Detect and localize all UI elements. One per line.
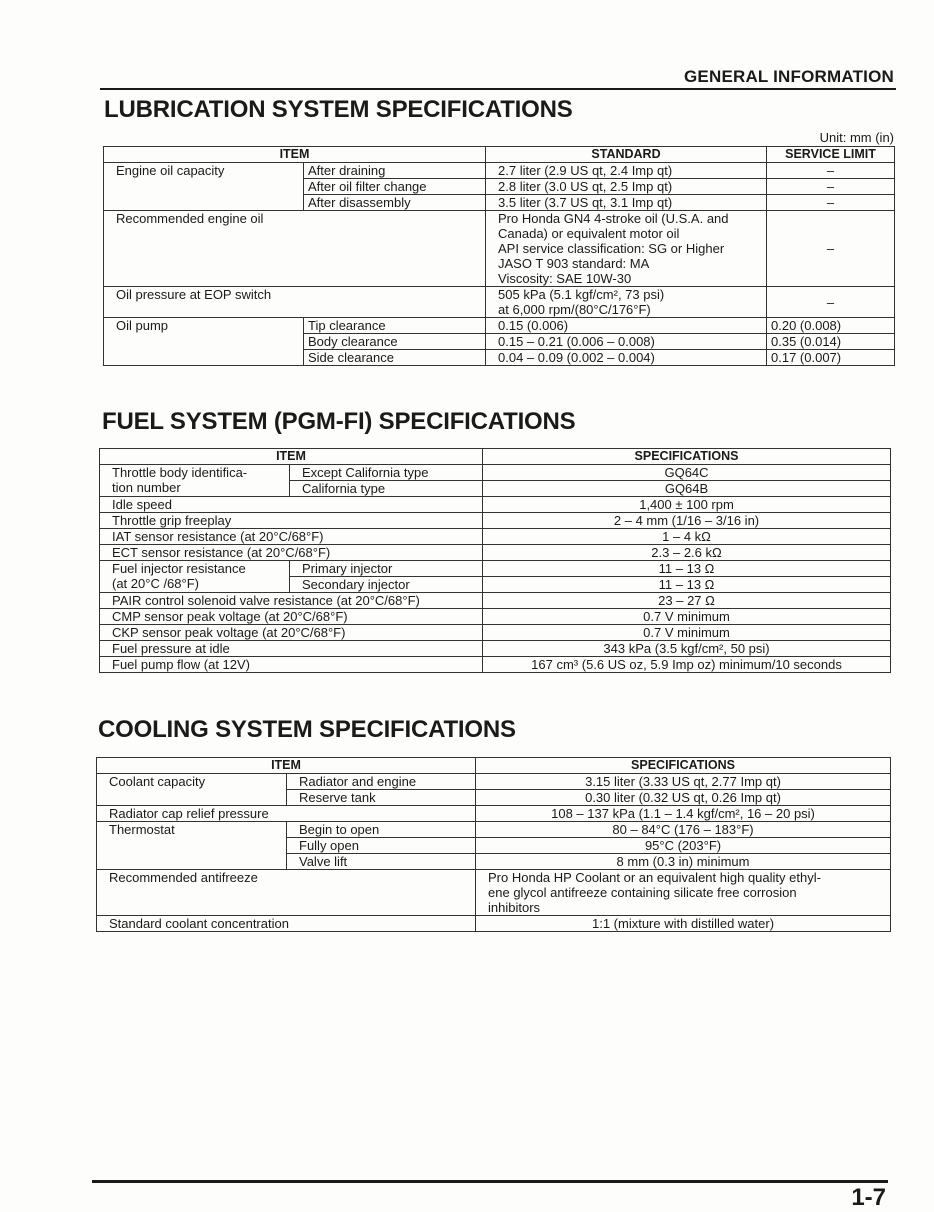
standard-value: 2.8 liter (3.0 US qt, 2.5 Imp qt) [486, 179, 767, 195]
limit-value: 0.20 (0.008) [767, 318, 895, 334]
sub-item: Body clearance [304, 334, 486, 350]
table-row [100, 641, 891, 657]
table-row [97, 774, 891, 790]
sub-item: Valve lift [287, 854, 476, 870]
item-label: Radiator cap relief pressure [97, 806, 476, 822]
standard-value [486, 211, 767, 287]
item-label: Thermostat [97, 822, 287, 870]
sub-item: Reserve tank [287, 790, 476, 806]
table-row [100, 657, 891, 673]
item-label: PAIR control solenoid valve resistance (at 20°C/68°F) [100, 593, 483, 609]
spec-value: 1 – 4 kΩ [483, 529, 891, 545]
col-item: ITEM [104, 147, 486, 163]
table-row [104, 163, 895, 179]
table-row [100, 625, 891, 641]
standard-value: 0.15 (0.006) [486, 318, 767, 334]
table-row [100, 561, 891, 577]
item-label: CKP sensor peak voltage (at 20°C/68°F) [100, 625, 483, 641]
spec-value: GQ64B [483, 481, 891, 497]
section-header: GENERAL INFORMATION [684, 67, 894, 86]
text-line: inhibitors [488, 900, 541, 915]
table-row [100, 497, 891, 513]
table-header-row [97, 758, 891, 774]
item-label: Recommended antifreeze [97, 870, 476, 916]
spec-value: 1,400 ± 100 rpm [483, 497, 891, 513]
spec-value: 167 cm³ (5.6 US oz, 5.9 Imp oz) minimum/10 seconds [483, 657, 891, 673]
text-line: Viscosity: SAE 10W-30 [498, 271, 632, 286]
spec-value: 108 – 137 kPa (1.1 – 1.4 kgf/cm², 16 – 20 psi) [476, 806, 891, 822]
item-label: Engine oil capacity [104, 163, 304, 211]
spec-value: 0.30 liter (0.32 US qt, 0.26 Imp qt) [476, 790, 891, 806]
footer-rule [92, 1180, 888, 1183]
limit-value: 0.17 (0.007) [767, 350, 895, 366]
spec-value: 95°C (203°F) [476, 838, 891, 854]
table-header-row [104, 147, 895, 163]
spec-value [476, 870, 891, 916]
sub-item: Begin to open [287, 822, 476, 838]
spec-value: 343 kPa (3.5 kgf/cm², 50 psi) [483, 641, 891, 657]
text-line: ene glycol antifreeze containing silicate free corrosion [488, 885, 797, 900]
item-label [100, 561, 290, 593]
spec-value: 11 – 13 Ω [483, 577, 891, 593]
spec-value: 3.15 liter (3.33 US qt, 2.77 Imp qt) [476, 774, 891, 790]
text-line: Canada) or equivalent motor oil [498, 226, 680, 241]
page-number: 1-7 [851, 1184, 886, 1211]
spec-value: 2 – 4 mm (1/16 – 3/16 in) [483, 513, 891, 529]
limit-value: – [767, 195, 895, 211]
text-line: Throttle body identifica- [112, 465, 248, 480]
item-label: Standard coolant concentration [97, 916, 476, 932]
text-line: API service classification: SG or Higher [498, 241, 725, 256]
limit-value: – [767, 211, 895, 287]
sub-item: Secondary injector [290, 577, 483, 593]
spec-value: 2.3 – 2.6 kΩ [483, 545, 891, 561]
sub-item: After oil filter change [304, 179, 486, 195]
sub-item: Except California type [290, 465, 483, 481]
sub-item: Primary injector [290, 561, 483, 577]
item-label: Oil pump [104, 318, 304, 366]
text-line: Pro Honda GN4 4-stroke oil (U.S.A. and [498, 211, 729, 226]
item-label [100, 465, 290, 497]
item-label: IAT sensor resistance (at 20°C/68°F) [100, 529, 483, 545]
table-row [97, 822, 891, 838]
spec-value: 8 mm (0.3 in) minimum [476, 854, 891, 870]
spec-value: 23 – 27 Ω [483, 593, 891, 609]
spec-value: 0.7 V minimum [483, 609, 891, 625]
item-label: Throttle grip freeplay [100, 513, 483, 529]
limit-value: – [767, 163, 895, 179]
unit-note: Unit: mm (in) [819, 130, 894, 145]
standard-value: 0.04 – 0.09 (0.002 – 0.004) [486, 350, 767, 366]
sub-item: Fully open [287, 838, 476, 854]
item-label: ECT sensor resistance (at 20°C/68°F) [100, 545, 483, 561]
col-specifications: SPECIFICATIONS [483, 449, 891, 465]
text-line: JASO T 903 standard: MA [498, 256, 650, 271]
table-row [100, 609, 891, 625]
sub-item: Radiator and engine [287, 774, 476, 790]
sub-item: California type [290, 481, 483, 497]
limit-value: – [767, 179, 895, 195]
table-row [100, 465, 891, 481]
fuel-title: FUEL SYSTEM (PGM-FI) SPECIFICATIONS [102, 408, 576, 435]
table-row [97, 806, 891, 822]
item-label: CMP sensor peak voltage (at 20°C/68°F) [100, 609, 483, 625]
sub-item: After draining [304, 163, 486, 179]
col-item: ITEM [97, 758, 476, 774]
text-line: (at 20°C /68°F) [112, 576, 199, 591]
fuel-table [99, 448, 891, 673]
spec-value: 1:1 (mixture with distilled water) [476, 916, 891, 932]
table-row [100, 513, 891, 529]
text-line: Fuel injector resistance [112, 561, 246, 576]
col-standard: STANDARD [486, 147, 767, 163]
limit-value: 0.35 (0.014) [767, 334, 895, 350]
table-header-row [100, 449, 891, 465]
text-line: Pro Honda HP Coolant or an equivalent high quality ethyl- [488, 870, 821, 885]
col-service-limit: SERVICE LIMIT [767, 147, 895, 163]
standard-value: 0.15 – 0.21 (0.006 – 0.008) [486, 334, 767, 350]
item-label: Idle speed [100, 497, 483, 513]
text-line: tion number [112, 480, 181, 495]
sub-item: Tip clearance [304, 318, 486, 334]
sub-item: Side clearance [304, 350, 486, 366]
item-label: Oil pressure at EOP switch [104, 287, 486, 318]
table-row [97, 870, 891, 916]
lubrication-table [103, 146, 895, 366]
col-specifications: SPECIFICATIONS [476, 758, 891, 774]
cooling-table [96, 757, 891, 932]
spec-value: 80 – 84°C (176 – 183°F) [476, 822, 891, 838]
standard-value [486, 287, 767, 318]
header-rule [100, 88, 896, 90]
item-label: Coolant capacity [97, 774, 287, 806]
text-line: 505 kPa (5.1 kgf/cm², 73 psi) [498, 287, 665, 302]
table-row [100, 529, 891, 545]
table-row [97, 916, 891, 932]
text-line: at 6,000 rpm/(80°C/176°F) [498, 302, 651, 317]
spec-value: GQ64C [483, 465, 891, 481]
limit-value: – [767, 287, 895, 318]
table-row [104, 287, 895, 318]
col-item: ITEM [100, 449, 483, 465]
table-row [104, 318, 895, 334]
standard-value: 3.5 liter (3.7 US qt, 3.1 Imp qt) [486, 195, 767, 211]
spec-value: 0.7 V minimum [483, 625, 891, 641]
lubrication-title: LUBRICATION SYSTEM SPECIFICATIONS [104, 96, 573, 123]
table-row [100, 593, 891, 609]
table-row [100, 545, 891, 561]
table-row [104, 211, 895, 287]
cooling-title: COOLING SYSTEM SPECIFICATIONS [98, 716, 516, 743]
standard-value: 2.7 liter (2.9 US qt, 2.4 Imp qt) [486, 163, 767, 179]
item-label: Fuel pressure at idle [100, 641, 483, 657]
item-label: Fuel pump flow (at 12V) [100, 657, 483, 673]
spec-value: 11 – 13 Ω [483, 561, 891, 577]
item-label: Recommended engine oil [104, 211, 486, 287]
sub-item: After disassembly [304, 195, 486, 211]
